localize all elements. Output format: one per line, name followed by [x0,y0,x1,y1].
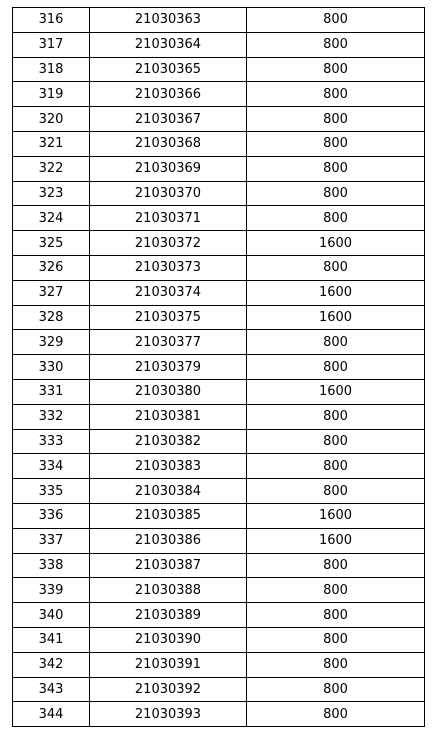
table-row [13,479,425,504]
id-cell: 21030390 [90,627,247,652]
amount-cell: 800 [247,677,425,702]
amount-cell: 1600 [247,231,425,256]
id-cell: 21030374 [90,280,247,305]
row-number-cell: 344 [13,702,90,727]
id-cell: 21030370 [90,181,247,206]
amount-cell: 800 [247,578,425,603]
amount-cell: 800 [247,553,425,578]
amount-cell: 800 [247,8,425,33]
row-number-cell: 324 [13,206,90,231]
amount-cell: 800 [247,255,425,280]
amount-cell: 800 [247,479,425,504]
id-cell: 21030377 [90,330,247,355]
row-number-cell: 317 [13,32,90,57]
table-row [13,702,425,727]
table-row [13,677,425,702]
amount-cell: 800 [247,57,425,82]
table-row [13,231,425,256]
row-number-cell: 341 [13,627,90,652]
id-cell: 21030393 [90,702,247,727]
amount-cell: 1600 [247,305,425,330]
amount-cell: 1600 [247,379,425,404]
data-table [12,7,425,727]
table-row [13,181,425,206]
row-number-cell: 343 [13,677,90,702]
amount-cell: 800 [247,206,425,231]
id-cell: 21030367 [90,107,247,132]
row-number-cell: 333 [13,429,90,454]
table-row [13,107,425,132]
row-number-cell: 342 [13,652,90,677]
id-cell: 21030385 [90,503,247,528]
row-number-cell: 332 [13,404,90,429]
id-cell: 21030373 [90,255,247,280]
row-number-cell: 325 [13,231,90,256]
table-row [13,578,425,603]
table-row [13,57,425,82]
id-cell: 21030380 [90,379,247,404]
amount-cell: 800 [247,652,425,677]
table-row [13,454,425,479]
table-row [13,429,425,454]
table-row [13,82,425,107]
amount-cell: 800 [247,627,425,652]
row-number-cell: 323 [13,181,90,206]
amount-cell: 800 [247,330,425,355]
amount-cell: 1600 [247,280,425,305]
amount-cell: 800 [247,454,425,479]
table-body [13,8,425,727]
table-row [13,355,425,380]
table-row [13,627,425,652]
id-cell: 21030369 [90,156,247,181]
row-number-cell: 321 [13,131,90,156]
table-row [13,131,425,156]
id-cell: 21030363 [90,8,247,33]
id-cell: 21030389 [90,603,247,628]
id-cell: 21030375 [90,305,247,330]
id-cell: 21030382 [90,429,247,454]
table-row [13,280,425,305]
table-row [13,404,425,429]
row-number-cell: 328 [13,305,90,330]
amount-cell: 800 [247,107,425,132]
id-cell: 21030364 [90,32,247,57]
row-number-cell: 326 [13,255,90,280]
id-cell: 21030387 [90,553,247,578]
row-number-cell: 340 [13,603,90,628]
amount-cell: 800 [247,181,425,206]
row-number-cell: 320 [13,107,90,132]
id-cell: 21030386 [90,528,247,553]
amount-cell: 800 [247,32,425,57]
amount-cell: 800 [247,355,425,380]
table-row [13,553,425,578]
table-row [13,603,425,628]
id-cell: 21030372 [90,231,247,256]
id-cell: 21030381 [90,404,247,429]
id-cell: 21030366 [90,82,247,107]
table-row [13,305,425,330]
id-cell: 21030371 [90,206,247,231]
row-number-cell: 329 [13,330,90,355]
id-cell: 21030379 [90,355,247,380]
table-row [13,8,425,33]
amount-cell: 800 [247,156,425,181]
table-row [13,156,425,181]
row-number-cell: 330 [13,355,90,380]
table-row [13,255,425,280]
table-row [13,652,425,677]
id-cell: 21030368 [90,131,247,156]
id-cell: 21030365 [90,57,247,82]
amount-cell: 1600 [247,503,425,528]
amount-cell: 800 [247,131,425,156]
id-cell: 21030383 [90,454,247,479]
amount-cell: 1600 [247,528,425,553]
row-number-cell: 339 [13,578,90,603]
amount-cell: 800 [247,603,425,628]
row-number-cell: 336 [13,503,90,528]
row-number-cell: 338 [13,553,90,578]
table-row [13,206,425,231]
table-row [13,379,425,404]
row-number-cell: 318 [13,57,90,82]
row-number-cell: 319 [13,82,90,107]
amount-cell: 800 [247,429,425,454]
row-number-cell: 335 [13,479,90,504]
id-cell: 21030388 [90,578,247,603]
table-row [13,330,425,355]
row-number-cell: 337 [13,528,90,553]
amount-cell: 800 [247,82,425,107]
table-row [13,503,425,528]
table-row [13,32,425,57]
table-row [13,528,425,553]
id-cell: 21030384 [90,479,247,504]
amount-cell: 800 [247,404,425,429]
id-cell: 21030392 [90,677,247,702]
row-number-cell: 334 [13,454,90,479]
row-number-cell: 331 [13,379,90,404]
row-number-cell: 327 [13,280,90,305]
amount-cell: 800 [247,702,425,727]
row-number-cell: 316 [13,8,90,33]
row-number-cell: 322 [13,156,90,181]
id-cell: 21030391 [90,652,247,677]
